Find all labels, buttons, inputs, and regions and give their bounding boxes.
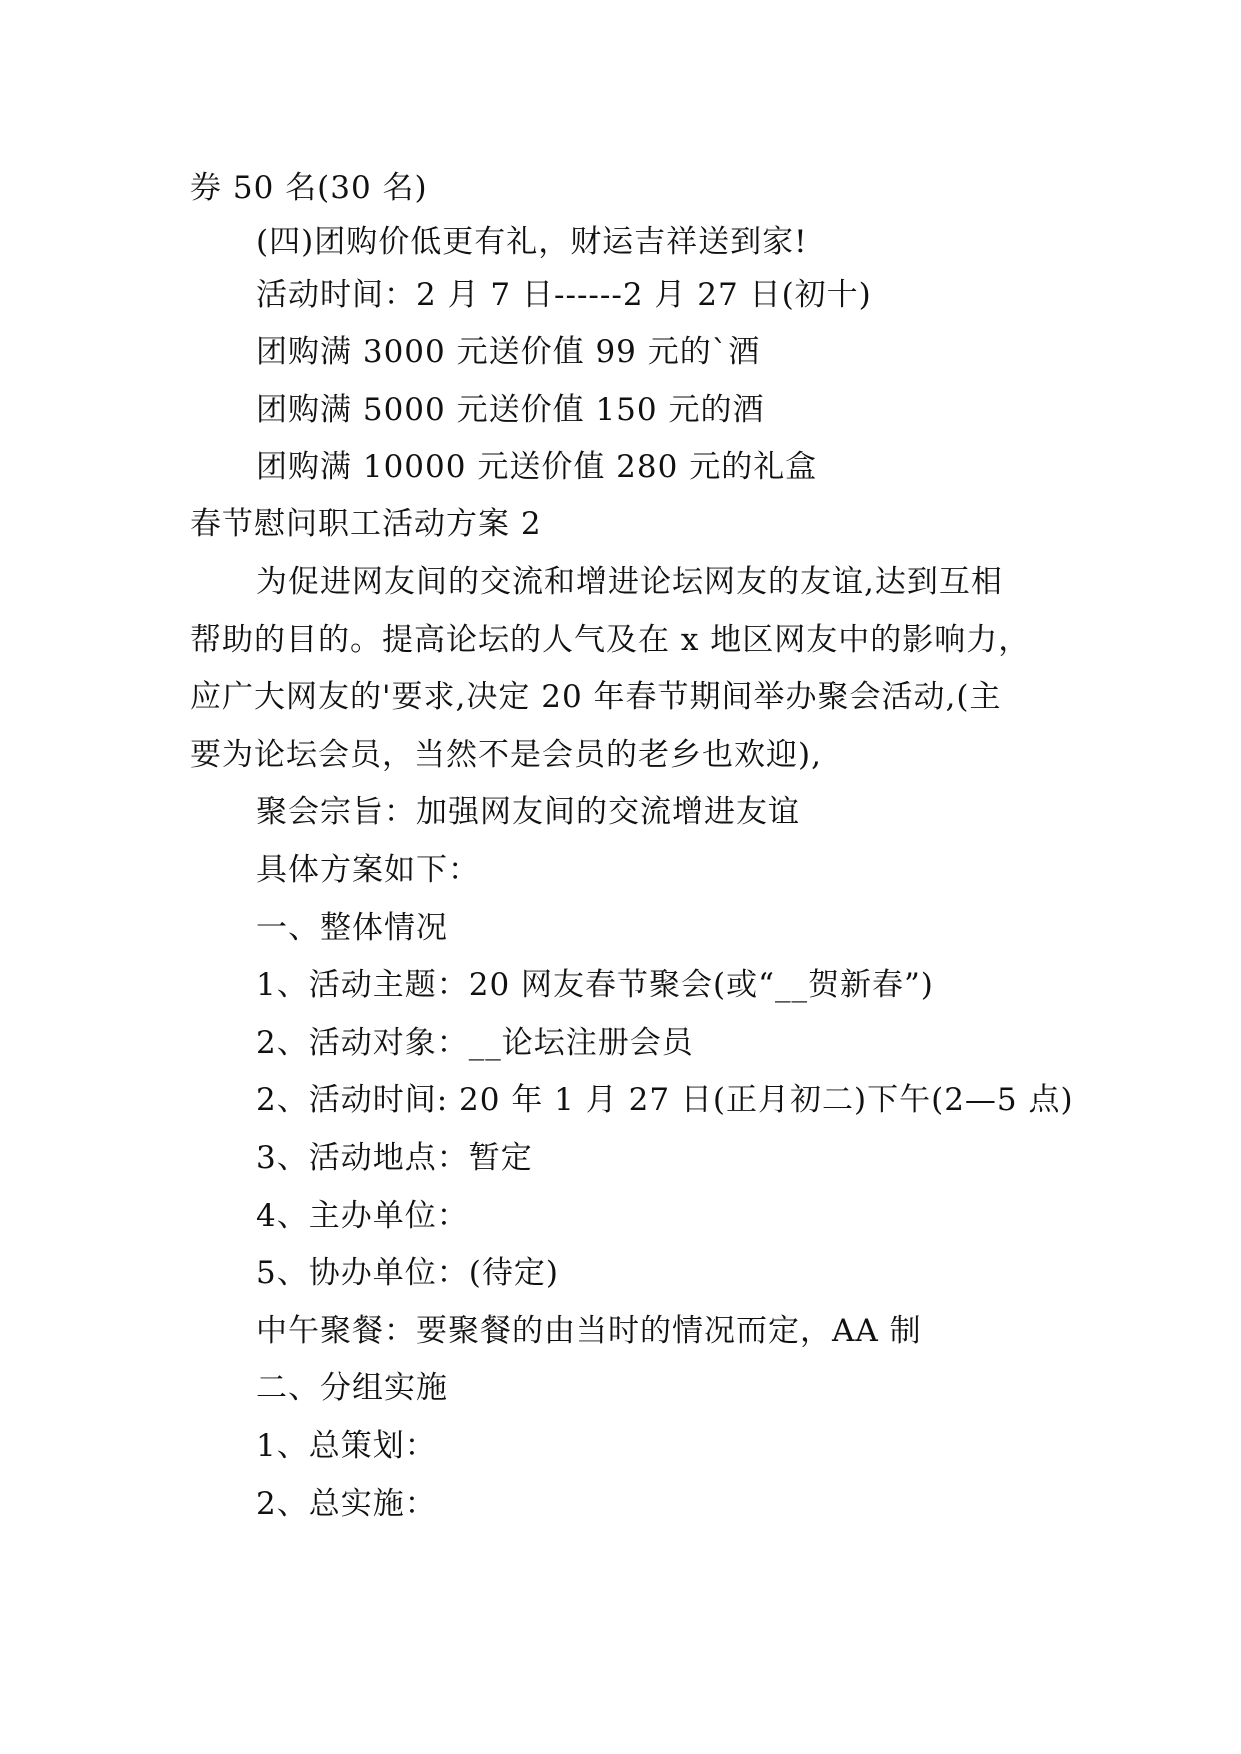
text-line: 为促进网友间的交流和增进论坛网友的友谊,达到互相 — [256, 564, 1003, 600]
text-line: 2、总实施： — [256, 1486, 437, 1522]
text-line: 3、活动地点：暂定 — [256, 1140, 533, 1176]
text-line: 聚会宗旨：加强网友间的交流增进友谊 — [256, 794, 800, 830]
text-line: 帮助的目的。提高论坛的人气及在 x 地区网友中的影响力， — [190, 622, 1031, 658]
text-line: 团购满 10000 元送价值 280 元的礼盒 — [256, 449, 818, 485]
text-line: 券 50 名(30 名) — [190, 170, 428, 206]
text-line: 1、总策划： — [256, 1428, 437, 1464]
text-line: 要为论坛会员，当然不是会员的老乡也欢迎), — [190, 737, 822, 773]
text-line: 活动时间：2 月 7 日------2 月 27 日(初十) — [256, 277, 872, 313]
text-line: 具体方案如下： — [256, 852, 480, 888]
section-heading: 春节慰问职工活动方案 2 — [190, 506, 542, 542]
text-line: 中午聚餐：要聚餐的由当时的情况而定，AA 制 — [256, 1313, 922, 1349]
text-line: 4、主办单位： — [256, 1198, 469, 1234]
text-line: (四)团购价低更有礼，财运吉祥送到家! — [256, 224, 808, 260]
text-line: 2、活动对象：__论坛注册会员 — [256, 1025, 694, 1061]
text-line: 应广大网友的'要求,决定 20 年春节期间举办聚会活动,(主 — [190, 679, 1002, 715]
text-line: 团购满 5000 元送价值 150 元的酒 — [256, 392, 765, 428]
text-line: 2、活动时间: 20 年 1 月 27 日(正月初二)下午(2—5 点) — [256, 1082, 1074, 1118]
text-line: 5、协办单位：(待定) — [256, 1255, 559, 1291]
text-line: 1、活动主题：20 网友春节聚会(或“__贺新春”) — [256, 967, 934, 1003]
text-line: 团购满 3000 元送价值 99 元的`酒 — [256, 334, 761, 370]
text-line: 二、分组实施 — [256, 1370, 448, 1406]
text-line: 一、整体情况 — [256, 910, 448, 946]
